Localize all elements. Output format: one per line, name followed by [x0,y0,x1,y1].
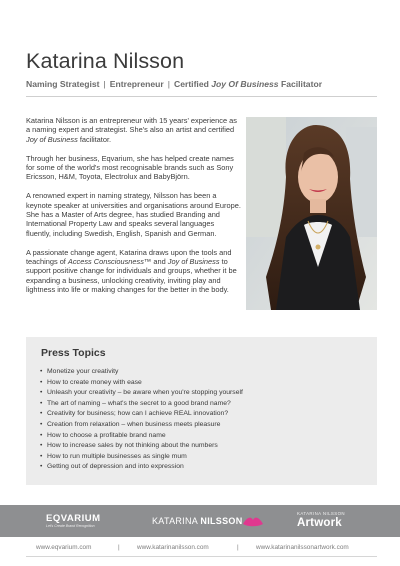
list-item-text: Unleash your creativity – be aware when you're stopping yourself [47,389,243,397]
artwork-logo [297,511,345,529]
list-item [40,452,243,463]
press-topics-list [40,367,243,473]
eqvarium-logo [46,514,101,529]
list-item-text: How to create money with ease [47,378,142,386]
bullet-icon: • [40,410,43,418]
list-item [40,420,243,431]
list-item-text: How to run multiple businesses as single mum [47,452,187,460]
bio-paragraph-4 [26,248,241,295]
press-topics-title: Press Topics [41,347,106,359]
role-3-tail: Facilitator [280,79,323,89]
bullet-icon: • [40,368,43,375]
list-item [40,388,243,399]
bullet-icon: • [40,378,43,386]
footer-logo-band [0,505,400,537]
biography [26,116,241,304]
bullet-icon: • [40,442,43,450]
kn-wordmark [152,516,243,526]
list-item [40,431,243,442]
eqvarium-tagline: Let's Create Brand Recognition [46,524,95,528]
eqvarium-wordmark: EQVARIUM [46,513,101,524]
list-item [40,367,243,378]
role-2: Entrepreneur [109,79,164,89]
link-eqvarium[interactable]: www.eqvarium.com [36,544,92,551]
bio-text: Katarina Nilsson is an entrepreneur with 15 years' experience as a naming expert and strategist. She's also an artist and certified [26,116,237,135]
bullet-icon: • [40,399,43,407]
bio-paragraph-2: Through her business, Eqvarium, she has helped create names for some of the world's most recognisable brands such as Sony Ericsson, H&M, Toyota, Electrolux and BabyBjörn. [26,153,234,182]
list-item-text: Creation from relaxation – when business meets pleasure [47,420,221,428]
list-item [40,409,243,420]
link-separator: | [118,544,120,551]
katarina-nilsson-logo [152,515,264,529]
bio-text: and [153,257,166,267]
bullet-icon: • [40,463,43,471]
role-3-italic: Joy Of Business [211,79,279,89]
bio-italic: Joy of Business [167,257,220,267]
list-item-text: How to increase sales by not thinking about the numbers [47,442,218,450]
person-name: Katarina Nilsson [26,49,185,73]
role-separator: | [167,79,170,89]
artwork-wordmark: Artwork [297,517,342,529]
artwork-subtitle: KATARINA NILSSON [297,511,345,516]
bullet-icon: • [40,389,43,397]
portrait-photo [246,117,377,310]
footer-divider [26,556,377,557]
role-3: Certified [173,79,209,89]
header-divider [26,96,377,97]
bullet-icon: • [40,431,43,439]
list-item [40,441,243,452]
bio-paragraph-3: A renowned expert in naming strategy, Nilsson has been a keynote speaker at universities and organisations around Europe. She has a Master of Arts degree, has studied Branding and International Property Law and speaks several languages fluently, including Swedish, English, Spanish and German. [26,191,241,238]
pink-lips-icon [242,515,264,529]
footer-links [0,540,400,554]
press-topics-panel [26,337,377,485]
list-item [40,462,243,473]
portrait-illustration [246,117,377,310]
list-item-text: Creativity for business; how can I achieve REAL innovation? [47,410,229,418]
role-separator: | [103,79,106,89]
bio-italic: Access Consciousness™ [67,257,152,267]
kn-first-name: KATARINA [152,516,201,526]
bio-paragraph-1 [26,116,241,144]
list-item-text: The art of naming – what's the secret to a good brand name? [47,399,231,407]
list-item-text: How to choose a profitable brand name [47,431,166,439]
bullet-icon: • [40,420,43,428]
kn-last-name: NILSSON [200,516,243,526]
link-separator: | [237,544,239,551]
list-item-text: Monetize your creativity [47,368,119,375]
link-katarinanilsson[interactable]: www.katarinanilsson.com [137,544,209,551]
roles-line [26,79,322,89]
bullet-icon: • [40,452,43,460]
bio-italic: Joy of Business [26,134,78,144]
bio-text: A passionate change agent, Katarina draws upon the tools and teachings of [26,247,232,267]
link-artwork[interactable]: www.katarinanilssonartwork.com [256,544,349,551]
role-1: Naming Strategist [26,79,100,89]
list-item-text: Getting out of depression and into expression [47,463,184,471]
bio-text: facilitator. [79,134,112,144]
list-item [40,399,243,410]
bio-text: to support positive change for individuals and groups, whether it be expanding a business, unlocking creativity, inviting play and lightness into life or making changes for the better in the body. [26,257,237,295]
list-item [40,378,243,389]
